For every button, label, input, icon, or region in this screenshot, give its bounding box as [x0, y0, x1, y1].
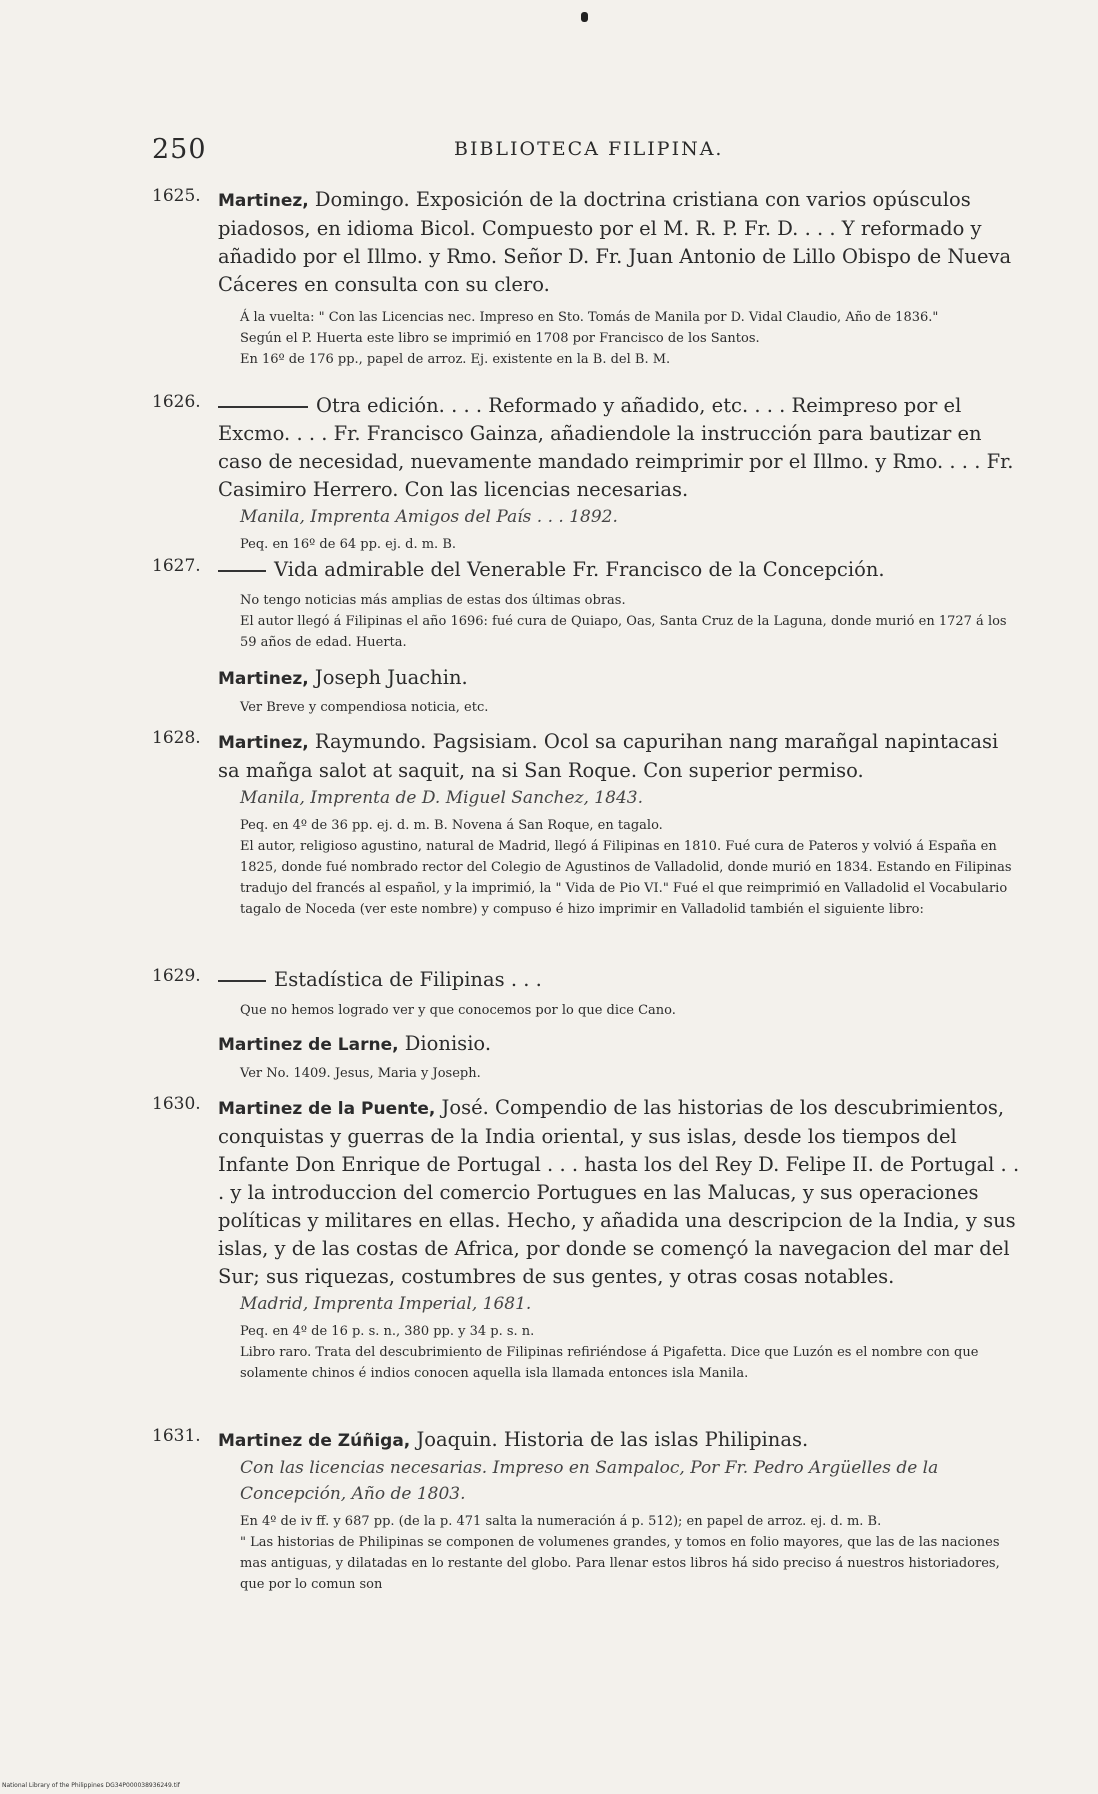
entry-note: Peq. en 16º de 64 pp. ej. d. m. B.: [240, 537, 457, 552]
entry-text: Joaquin. Historia de las islas Philipinas.: [410, 1428, 809, 1451]
entry-text: Joseph Juachin.: [308, 666, 468, 689]
ink-mark: [581, 12, 588, 22]
entry-note: Á la vuelta: " Con las Licencias nec. Impreso en Sto. Tomás de Manila por D. Vidal Claudio, Año de 1836.": [240, 310, 939, 325]
entry-text: José. Compendio de las historias de los descubrimientos, conquistas y guerras de la India oriental, y sus islas, desde los tiempos del Infante Don Enrique de Portugal . . . hasta los del Rey D. Felipe II. de Portugal . . . y la introduccion del comercio Portugues en las Malucas, y sus operaciones políticas y militares en ellas. Hecho, y añadida una descripcion de la India, y sus islas, y de las costas de Africa, por donde se començó la navegacion del mar del Sur; sus riquezas, costumbres de sus gentes, y otras cosas notables.: [218, 1096, 1020, 1288]
entry-1628: [152, 728, 1020, 920]
entry-martinez-de-larne: [152, 1030, 1020, 1084]
entry-1630: [152, 1094, 1020, 1384]
entry-1626: [152, 392, 1020, 555]
entry-text: Raymundo. Pagsisiam. Ocol sa capurihan nang marañgal napintacasi sa mañga salot at saquit, na si San Roque. Con superior permiso.: [218, 730, 999, 782]
author-name: Martinez,: [218, 191, 309, 211]
entry-1627: [152, 556, 1020, 653]
imprint: Manila, Imprenta de D. Miguel Sanchez, 1843.: [240, 788, 643, 808]
entry-martinez-joseph-juachin: [152, 664, 1020, 718]
entry-note: Libro raro. Trata del descubrimiento de Filipinas refiriéndose á Pigafetta. Dice que Luzón es el nombre con que solamente chinos é indios conocen aquella isla llamada entonces isla Manila.: [240, 1345, 979, 1381]
entry-note: Que no hemos logrado ver y que conocemos por lo que dice Cano.: [240, 1003, 676, 1018]
author-name: Martinez de la Puente,: [218, 1099, 436, 1119]
entry-number: 1626.: [152, 392, 201, 412]
imprint: Madrid, Imprenta Imperial, 1681.: [240, 1294, 532, 1314]
entry-note: En 4º de iv ff. y 687 pp. (de la p. 471 salta la numeración á p. 512); en papel de arroz. ej. d. m. B.: [240, 1514, 882, 1529]
entry-number: 1629.: [152, 966, 201, 986]
author-name: Martinez de Larne,: [218, 1035, 399, 1055]
running-title: BIBLIOTECA FILIPINA.: [454, 138, 724, 160]
ditto-dash: [218, 980, 266, 982]
entry-number: 1625.: [152, 186, 201, 206]
ditto-dash: [218, 570, 266, 572]
author-name: Martinez,: [218, 733, 309, 753]
scan-footer: National Library of the Philippines DG34P000038936249.tif: [2, 1782, 180, 1789]
entry-note: Peq. en 4º de 36 pp. ej. d. m. B. Novena á San Roque, en tagalo.: [240, 818, 663, 833]
entry-text: Estadística de Filipinas . . .: [274, 968, 542, 991]
entry-number: 1630.: [152, 1094, 201, 1114]
imprint: Manila, Imprenta Amigos del País . . . 1892.: [240, 507, 618, 527]
entry-note: No tengo noticias más amplias de estas dos últimas obras.: [240, 593, 626, 608]
entry-text: Dionisio.: [398, 1032, 492, 1055]
entry-note: El autor llegó á Filipinas el año 1696: fué cura de Quiapo, Oas, Santa Cruz de la Laguna, donde murió en 1727 á los 59 años de edad. Huerta.: [240, 614, 1007, 650]
entry-number: 1628.: [152, 728, 201, 748]
entry-1629: [152, 966, 1020, 1021]
entry-note: En 16º de 176 pp., papel de arroz. Ej. existente en la B. del B. M.: [240, 352, 671, 367]
entry-1631: [152, 1426, 1020, 1595]
imprint: Con las licencias necesarias. Impreso en Sampaloc, Por Fr. Pedro Argüelles de la Concepción, Año de 1803.: [240, 1458, 939, 1504]
entry-number: 1631.: [152, 1426, 201, 1446]
entry-note: " Las historias de Philipinas se componen de volumenes grandes, y tomos en folio mayores, que las de las naciones mas antiguas, y dilatadas en lo restante del globo. Para llenar estos libros há sido preciso á nuestros historiadores, que por lo comun son: [240, 1535, 1000, 1592]
entry-note: Ver No. 1409. Jesus, Maria y Joseph.: [240, 1066, 481, 1081]
entry-note: Ver Breve y compendiosa noticia, etc.: [240, 700, 489, 715]
entry-note: Según el P. Huerta este libro se imprimió en 1708 por Francisco de los Santos.: [240, 331, 760, 346]
entry-note: Peq. en 4º de 16 p. s. n., 380 pp. y 34 p. s. n.: [240, 1324, 535, 1339]
page-number: 250: [152, 134, 207, 165]
author-name: Martinez de Zúñiga,: [218, 1431, 411, 1451]
author-name: Martinez,: [218, 669, 309, 689]
entry-text: Vida admirable del Venerable Fr. Francisco de la Concepción.: [274, 558, 885, 581]
entry-text: Otra edición. . . . Reformado y añadido, etc. . . . Reimpreso por el Excmo. . . . Fr. Francisco Gainza, añadiendole la instrucción para bautizar en caso de necesidad, nuevamente mandado reimprimir por el Illmo. y Rmo. . . . Fr. Casimiro Herrero. Con las licencias necesarias.: [218, 394, 1014, 501]
entry-1625: [152, 186, 1020, 370]
entry-number: 1627.: [152, 556, 201, 576]
ditto-dash: [218, 406, 308, 408]
entry-note: El autor, religioso agustino, natural de Madrid, llegó á Filipinas en 1810. Fué cura de Pateros y volvió á España en 1825, donde fué nombrado rector del Colegio de Agustinos de Valladolid, donde murió en 1834. Estando en Filipinas tradujo del francés al español, y la imprimió, la " Vida de Pio VI." Fué el que reimprimió en Valladolid el Vocabulario tagalo de Noceda (ver este nombre) y compuso é hizo imprimir en Valladolid también el siguiente libro:: [240, 839, 1012, 917]
entry-text: Domingo. Exposición de la doctrina cristiana con varios opúsculos piadosos, en idioma Bicol. Compuesto por el M. R. P. Fr. D. . . . Y reformado y añadido por el Illmo. y Rmo. Señor D. Fr. Juan Antonio de Lillo Obispo de Nueva Cáceres en consulta con su clero.: [218, 188, 1012, 296]
